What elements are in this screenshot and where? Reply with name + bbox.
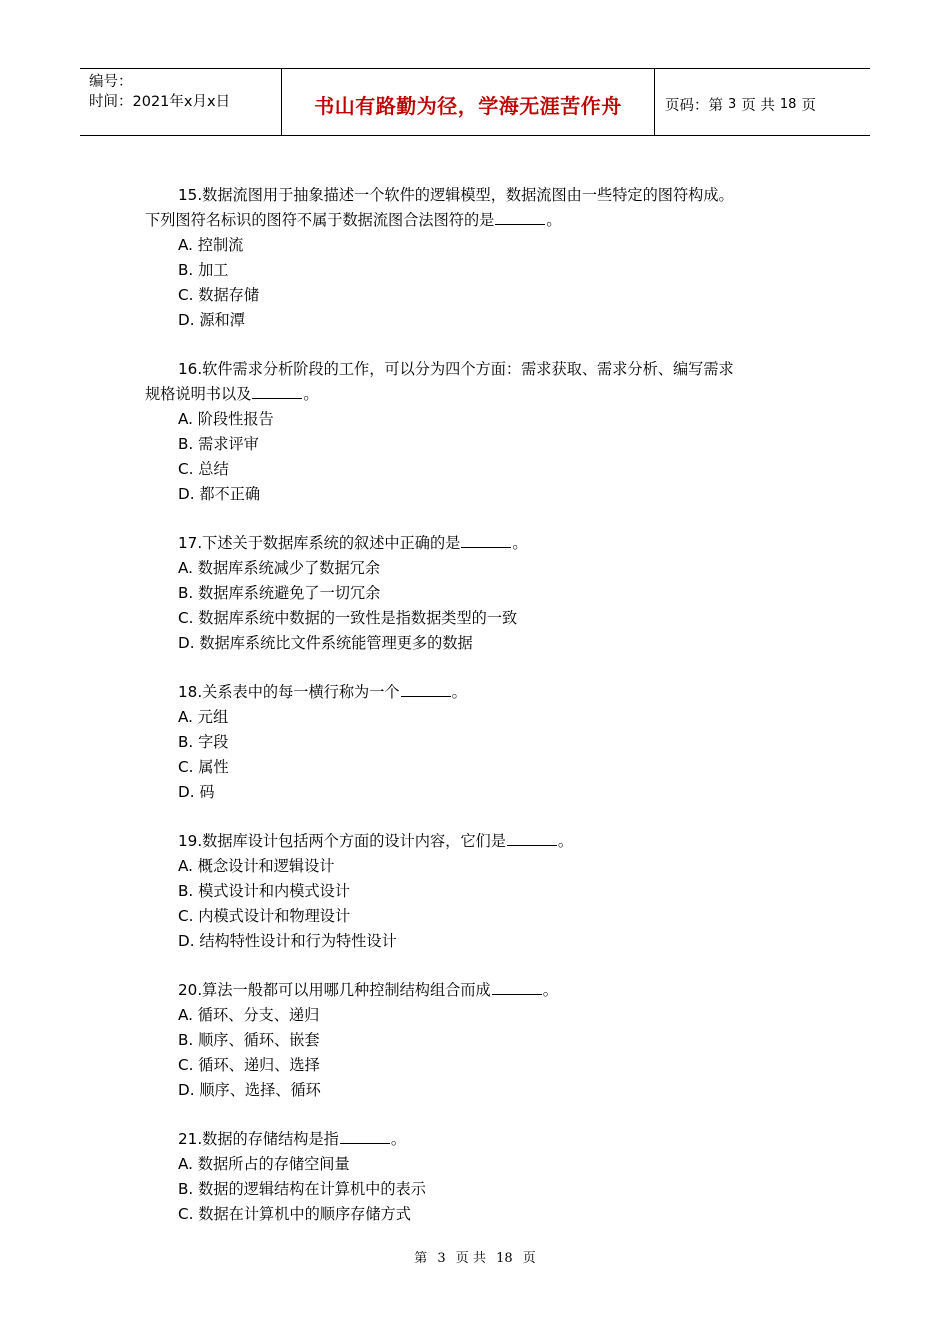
page-footer [0, 1247, 950, 1266]
question-text-line [145, 183, 815, 208]
question-text: 规格说明书以及 [145, 385, 252, 403]
answer-option: A. 控制流 [178, 236, 244, 254]
question-text: 15.数据流图用于抽象描述一个软件的逻辑模型，数据流图由一些特定的图符构成。 [178, 186, 734, 204]
answer-option: D. 结构特性设计和行为特性设计 [178, 932, 397, 950]
question-text: 19.数据库设计包括两个方面的设计内容，它们是 [178, 832, 506, 850]
question-stem [145, 357, 815, 407]
header-page-number [655, 69, 870, 135]
number-label: 编号： [89, 74, 133, 90]
question-stem [145, 1127, 815, 1152]
question-text: 18.关系表中的每一横行称为一个 [178, 683, 400, 701]
answer-option: C. 数据库系统中数据的一致性是指数据类型的一致 [178, 609, 518, 627]
question-stem [145, 978, 815, 1003]
footer-suffix: 页 [522, 1251, 536, 1266]
answer-option: C. 数据存储 [178, 286, 260, 304]
answer-blank [492, 980, 542, 995]
answer-blank [401, 682, 451, 697]
answer-option: A. 概念设计和逻辑设计 [178, 857, 335, 875]
answer-blank [252, 384, 302, 399]
question-end-mark: 。 [542, 981, 558, 999]
answer-blank [461, 533, 511, 548]
answer-option: B. 顺序、循环、嵌套 [178, 1031, 320, 1049]
question-stem [145, 829, 815, 854]
question-item [145, 680, 815, 805]
question-text-line [145, 357, 815, 382]
answer-option: A. 数据所占的存储空间量 [178, 1155, 350, 1173]
answer-option: D. 源和潭 [178, 311, 245, 329]
question-stem [145, 183, 815, 233]
answer-option: B. 数据库系统避免了一切冗余 [178, 584, 381, 602]
question-stem [145, 680, 815, 705]
question-text: 17.下述关于数据库系统的叙述中正确的是 [178, 534, 461, 552]
question-end-mark: 。 [303, 385, 319, 403]
question-item [145, 978, 815, 1103]
answer-option: C. 内模式设计和物理设计 [178, 907, 351, 925]
page-prefix: 页码：第 [665, 97, 723, 114]
answer-option: C. 属性 [178, 758, 229, 776]
answer-option: B. 模式设计和内模式设计 [178, 882, 350, 900]
answer-option: D. 码 [178, 783, 215, 801]
header-motto [282, 69, 655, 135]
footer-mid: 页 共 [455, 1251, 486, 1266]
question-stem [145, 531, 815, 556]
answer-blank [340, 1129, 390, 1144]
answer-option: D. 数据库系统比文件系统能管理更多的数据 [178, 634, 473, 652]
answer-blank [495, 210, 545, 225]
question-text-line [145, 829, 815, 854]
question-item [145, 829, 815, 954]
page-mid: 页 共 [741, 97, 775, 114]
question-end-mark: 。 [451, 683, 467, 701]
question-item [145, 183, 815, 333]
answer-option: D. 顺序、选择、循环 [178, 1081, 321, 1099]
question-end-mark: 。 [557, 832, 574, 850]
question-text-line [145, 208, 815, 233]
question-text-line [145, 1127, 815, 1152]
page-current: 3 [728, 96, 737, 112]
question-text: 21.数据的存储结构是指 [178, 1130, 339, 1148]
question-text-line [145, 382, 815, 407]
question-end-mark: 。 [390, 1130, 407, 1148]
header-info [80, 69, 282, 135]
page-suffix: 页 [801, 97, 816, 114]
page-header [80, 68, 870, 136]
page-total: 18 [779, 96, 797, 112]
question-text: 20.算法一般都可以用哪几种控制结构组合而成 [178, 981, 491, 999]
answer-option: A. 循环、分支、递归 [178, 1006, 320, 1024]
footer-total: 18 [496, 1251, 513, 1266]
question-text: 下列图符名标识的图符不属于数据流图合法图符的是 [145, 211, 495, 229]
question-item [145, 357, 815, 507]
question-item [145, 1127, 815, 1227]
question-text-line [145, 531, 815, 556]
question-end-mark: 。 [512, 534, 528, 552]
answer-option: A. 阶段性报告 [178, 410, 274, 428]
question-item [145, 531, 815, 656]
answer-option: A. 元组 [178, 708, 229, 726]
question-text: 16.软件需求分析阶段的工作，可以分为四个方面：需求获取、需求分析、编写需求 [178, 360, 734, 378]
answer-option: C. 总结 [178, 460, 229, 478]
answer-option: B. 字段 [178, 733, 229, 751]
answer-option: C. 循环、递归、选择 [178, 1056, 320, 1074]
question-end-mark: 。 [546, 211, 562, 229]
footer-current: 3 [437, 1251, 446, 1266]
question-text-line [145, 680, 815, 705]
time-label: 时间：2021年x月x日 [89, 94, 231, 110]
answer-option: B. 需求评审 [178, 435, 259, 453]
answer-option: B. 加工 [178, 261, 229, 279]
answer-option: A. 数据库系统减少了数据冗余 [178, 559, 381, 577]
answer-option: C. 数据在计算机中的顺序存储方式 [178, 1205, 411, 1223]
answer-blank [507, 831, 557, 846]
question-text-line [145, 978, 815, 1003]
question-list [145, 183, 815, 1251]
answer-option: D. 都不正确 [178, 485, 261, 503]
motto-text: 书山有路勤为径，学海无涯苦作舟 [314, 93, 622, 118]
answer-option: B. 数据的逻辑结构在计算机中的表示 [178, 1180, 426, 1198]
footer-prefix: 第 [414, 1251, 428, 1266]
